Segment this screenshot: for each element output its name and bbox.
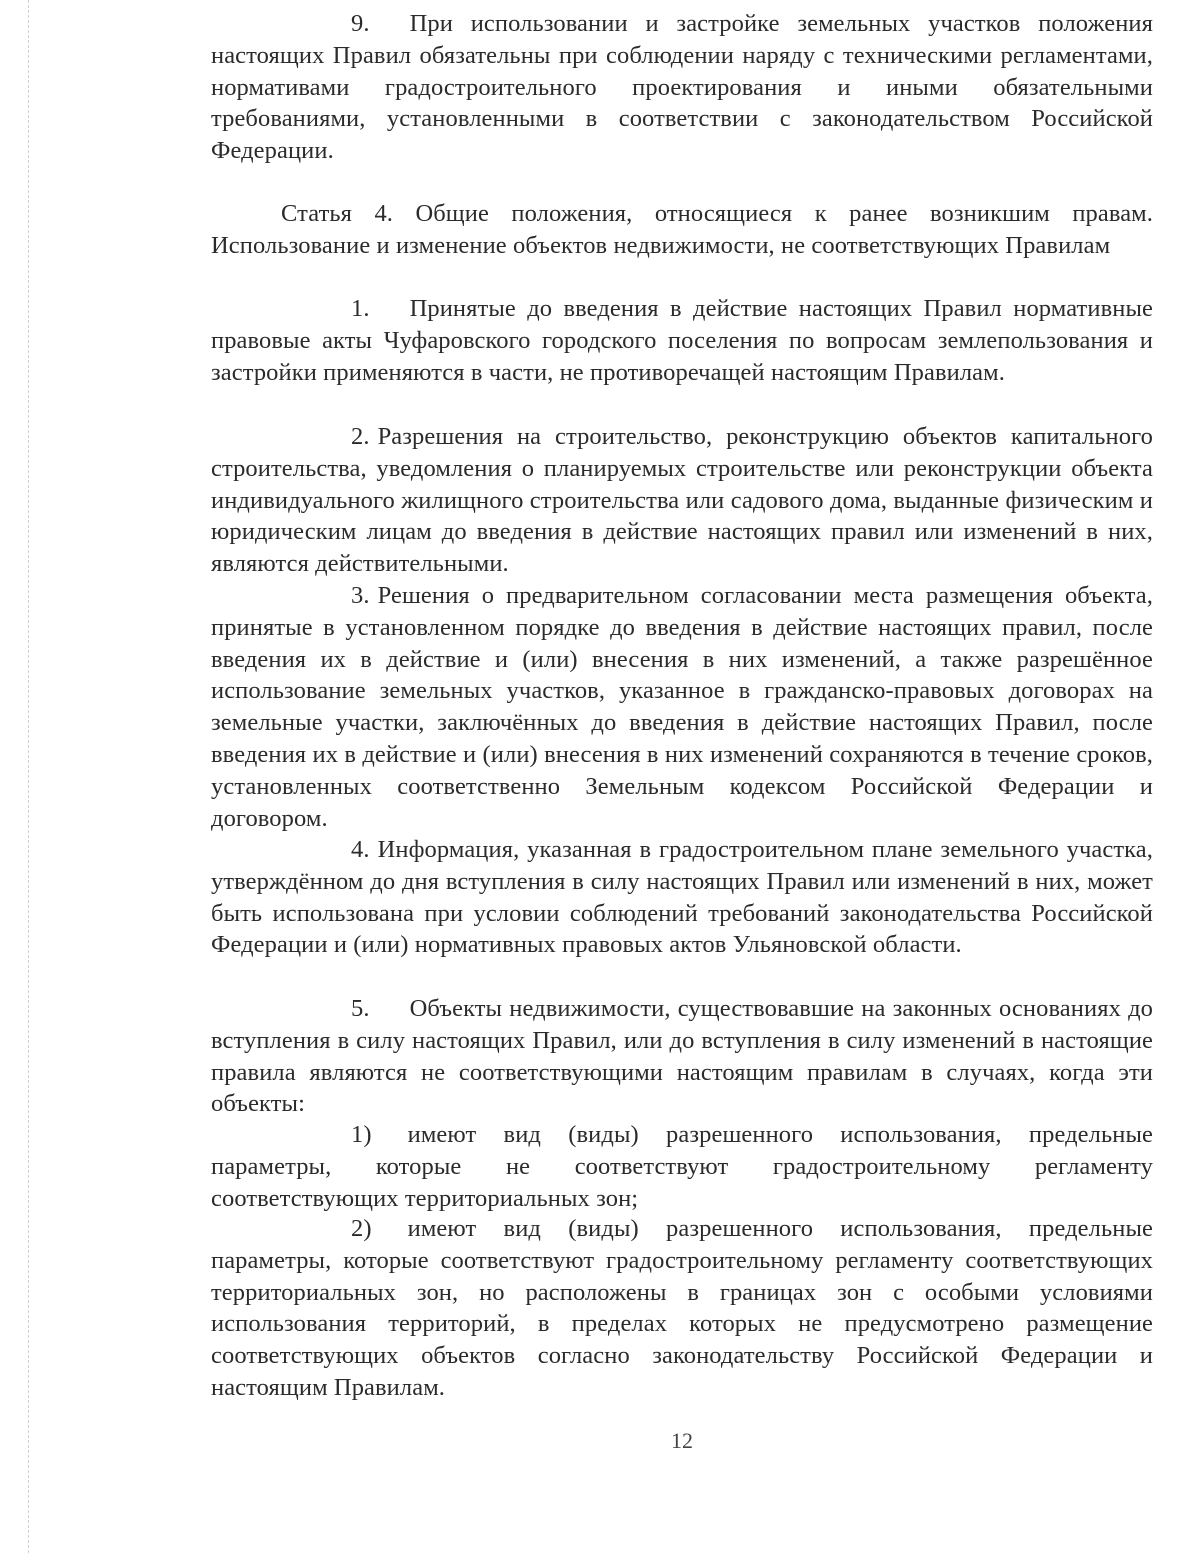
paragraph-text: Объекты недвижимости, существовавшие на законных основаниях до вступления в силу настоящих Правил, или до вступления в силу изменений в настоящие правила являются не соответствующими настоящим правилам в случаях, когда эти объекты: bbox=[211, 995, 1153, 1118]
paragraph-3 bbox=[211, 580, 1153, 834]
subitem-number: 2) bbox=[351, 1215, 372, 1242]
paragraph-5 bbox=[211, 993, 1153, 1120]
article-heading-text: Статья 4. Общие положения, относящиеся к ранее возникшим правам. Использование и изменение объектов недвижимости, не соответствующих Правилам bbox=[211, 200, 1153, 259]
paragraph-number: 1. bbox=[351, 295, 370, 322]
paragraph-9 bbox=[211, 8, 1153, 167]
paragraph-number: 2. bbox=[351, 423, 370, 450]
subitem-1 bbox=[211, 1119, 1153, 1214]
paragraph-text: Решения о предварительном согласовании места размещения объекта, принятые в установленном порядке до введения в действие настоящих правил, после введения их в действие и (или) внесения в них изменений, а также разрешённое использование земельных участков, указанное в гражданско-правовых договорах на земельные участки, заключённых до введения в действие настоящих Правил, после введения их в действие и (или) внесения в них изменений сохраняются в течение сроков, установленных соответственно Земельным кодексом Российской Федерации и договором. bbox=[211, 582, 1153, 832]
paragraph-number: 9. bbox=[351, 10, 370, 37]
paragraph-2 bbox=[211, 421, 1153, 580]
scan-edge-line bbox=[28, 0, 29, 1553]
paragraph-text: Разрешения на строительство, реконструкцию объектов капитального строительства, уведомления о планируемых строительстве или реконструкции объекта индивидуального жилищного строительства или садового дома, выданные физическим и юридическим лицам до введения в действие настоящих правил или изменений в них, являются действительными. bbox=[211, 423, 1153, 578]
subitem-text: имеют вид (виды) разрешенного использования, предельные параметры, которые соответствуют градостроительному регламенту соответствующих территориальных зон, но расположены в границах зон с особыми условиями использования территорий, в пределах которых не предусмотрено размещение соответствующих объектов согласно законодательству Российской Федерации и настоящим Правилам. bbox=[211, 1215, 1153, 1401]
paragraph-4 bbox=[211, 834, 1153, 961]
paragraph-text: Информация, указанная в градостроительном плане земельного участка, утверждённом до дня вступления в силу настоящих Правил или изменений в них, может быть использована при условии соблюдений требований законодательства Российской Федерации и (или) нормативных правовых актов Ульяновской области. bbox=[211, 836, 1153, 959]
article-4-heading bbox=[211, 198, 1153, 262]
paragraph-text: Принятые до введения в действие настоящих Правил нормативные правовые акты Чуфаровского городского поселения по вопросам землепользования и застройки применяются в части, не противоречащей настоящим Правилам. bbox=[211, 295, 1153, 386]
paragraph-number: 4. bbox=[351, 836, 370, 863]
paragraph-text: При использовании и застройке земельных участков положения настоящих Правил обязательны при соблюдении наряду с техническими регламентами, нормативами градостроительного проектирования и иными обязательными требованиями, установленными в соответствии с законодательством Российской Федерации. bbox=[211, 10, 1153, 165]
paragraph-number: 3. bbox=[351, 582, 370, 609]
subitem-2 bbox=[211, 1213, 1153, 1404]
paragraph-1 bbox=[211, 293, 1153, 388]
page-number: 12 bbox=[671, 1428, 693, 1453]
paragraph-number: 5. bbox=[351, 995, 370, 1022]
subitem-text: имеют вид (виды) разрешенного использования, предельные параметры, которые не соответствуют градостроительному регламенту соответствующих территориальных зон; bbox=[211, 1121, 1153, 1212]
subitem-number: 1) bbox=[351, 1121, 372, 1148]
